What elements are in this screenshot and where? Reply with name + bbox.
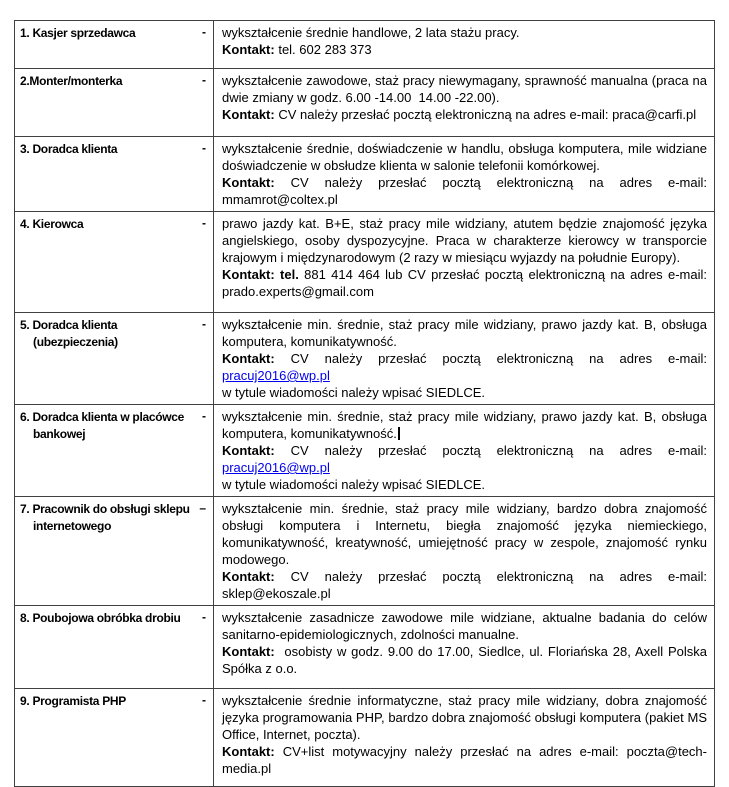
table-row — [15, 606, 715, 689]
contact-label: Kontakt: — [222, 744, 275, 759]
contact-note: w tytule wiadomości należy wpisać SIEDLCE. — [222, 385, 485, 400]
job-title-line — [20, 72, 208, 90]
contact-text: tel. 602 283 373 — [274, 42, 372, 57]
contact-text: CV należy przesłać pocztą elektroniczną na adres e-mail: praca@carfi.pl — [274, 107, 697, 122]
dash-separator: - — [202, 693, 206, 707]
job-title-cell — [15, 497, 214, 606]
dash-separator: – — [199, 501, 206, 515]
job-description-cell — [214, 69, 715, 137]
table-row — [15, 212, 715, 313]
job-description-cell — [214, 606, 715, 689]
job-title-line2: bankowej — [33, 427, 86, 441]
requirements-text — [222, 408, 707, 442]
job-title-line — [20, 692, 208, 710]
job-description-cell — [214, 313, 715, 405]
contact-line — [222, 266, 707, 300]
job-title-cell — [15, 69, 214, 137]
table-row — [15, 689, 715, 787]
job-title-line2: internetowego — [33, 519, 112, 533]
contact-line — [222, 106, 707, 123]
job-title-line2: (ubezpieczenia) — [33, 335, 118, 349]
requirements-value: wykształcenie min. średnie, staż pracy mile widziany, bardzo dobra znajomość obsługi komputera i Internetu, biegła znajomość języka niemieckiego, komunikatywność, kreatywność, umiejętność pracy w zespole, znajomość rynku modowego. — [222, 501, 707, 567]
table-row — [15, 137, 715, 212]
requirements-text — [222, 24, 707, 41]
job-title-line — [20, 24, 208, 42]
dash-separator: - — [202, 141, 206, 155]
dash-separator: - — [202, 409, 206, 423]
job-title-line — [20, 408, 208, 426]
contact-text: CV należy przesłać pocztą elektroniczną na adres e-mail: sklep@ekoszale.pl — [222, 569, 707, 601]
job-title: 7. Pracownik do obsługi sklepu — [20, 502, 190, 516]
dash-separator: - — [202, 216, 206, 230]
table-row — [15, 405, 715, 497]
job-description-cell — [214, 689, 715, 787]
requirements-value: wykształcenie średnie, doświadczenie w handlu, obsługa komputera, mile widziane doświadczenie w obsłudze klienta w salonie telefonii komórkowej. — [222, 141, 707, 173]
dash-separator: - — [202, 25, 206, 39]
job-title-cell — [15, 21, 214, 69]
contact-line — [222, 442, 707, 476]
requirements-text — [222, 692, 707, 743]
contact-text: CV należy przesłać pocztą elektroniczną na adres e-mail: — [274, 351, 707, 366]
contact-label: Kontakt: — [222, 351, 275, 366]
job-title: 4. Kierowca — [20, 217, 84, 231]
contact-label: Kontakt: — [222, 443, 275, 458]
requirements-text — [222, 72, 707, 106]
requirements-text — [222, 215, 707, 266]
job-title: 5. Doradca klienta — [20, 318, 118, 332]
requirements-text — [222, 316, 707, 350]
contact-text: CV+list motywacyjny należy przesłać na adres e-mail: poczta@tech-media.pl — [222, 744, 707, 776]
contact-line — [222, 743, 707, 777]
dash-separator: - — [202, 610, 206, 624]
job-description-cell — [214, 405, 715, 497]
requirements-value: wykształcenie min. średnie, staż pracy mile widziany, prawo jazdy kat. B, obsługa komputera, komunikatywność. — [222, 409, 707, 441]
job-title-cell — [15, 313, 214, 405]
table-row — [15, 313, 715, 405]
job-title-cell — [15, 606, 214, 689]
job-title-cell — [15, 689, 214, 787]
contact-label: Kontakt: — [222, 42, 275, 57]
job-title: 3. Doradca klienta — [20, 142, 118, 156]
table-row — [15, 69, 715, 137]
dash-separator: - — [202, 317, 206, 331]
job-offers-table-body — [15, 21, 715, 787]
job-description-cell — [214, 212, 715, 313]
requirements-value: wykształcenie min. średnie, staż pracy mile widziany, prawo jazdy kat. B, obsługa komputera, komunikatywność. — [222, 317, 707, 349]
contact-line — [222, 643, 707, 677]
job-title: 2.Monter/monterka — [20, 74, 123, 88]
requirements-value: wykształcenie zawodowe, staż pracy niewymagany, sprawność manualna (praca na dwie zmiany w godz. 6.00 -14.00 14.00 -22.00). — [222, 73, 707, 105]
job-description-cell — [214, 21, 715, 69]
contact-note: w tytule wiadomości należy wpisać SIEDLCE. — [222, 477, 485, 492]
contact-label: Kontakt: — [222, 175, 275, 190]
contact-text: osobisty w godz. 9.00 do 17.00, Siedlce, ul. Floriańska 28, Axell Polska Spółka z o.o. — [222, 644, 707, 676]
contact-text: CV należy przesłać pocztą elektroniczną na adres e-mail: mmamrot@coltex.pl — [222, 175, 707, 207]
contact-line — [222, 350, 707, 384]
contact-text: 881 414 464 lub CV przesłać pocztą elektroniczną na adres e-mail: prado.experts@gmail.com — [222, 267, 707, 299]
requirements-value: prawo jazdy kat. B+E, staż pracy mile widziany, atutem będzie znajomość języka angielskiego, osoby dyspozycyjne. Praca w charakterze kierowcy w transporcie krajowym i międzynarodowym (2 razy w miesiącu wyjazdy na południe Europy). — [222, 216, 707, 265]
table-row — [15, 21, 715, 69]
requirements-value: wykształcenie średnie handlowe, 2 lata stażu pracy. — [222, 25, 520, 40]
job-title-line — [20, 140, 208, 158]
contact-text: CV należy przesłać pocztą elektroniczną na adres e-mail: — [274, 443, 707, 458]
contact-label: Kontakt: — [222, 569, 275, 584]
job-title-line — [20, 316, 208, 334]
contact-line — [222, 41, 707, 58]
job-title: 1. Kasjer sprzedawca — [20, 26, 136, 40]
job-title-cell — [15, 137, 214, 212]
job-title: 9. Programista PHP — [20, 694, 126, 708]
job-offers-table — [14, 20, 715, 787]
requirements-text — [222, 500, 707, 568]
requirements-value: wykształcenie zasadnicze zawodowe mile widziane, aktualne badania do celów sanitarno-epidemiologicznych, zdolności manualne. — [222, 610, 707, 642]
job-description-cell — [214, 497, 715, 606]
contact-label: Kontakt: — [222, 107, 275, 122]
job-description-cell — [214, 137, 715, 212]
job-title-cell — [15, 405, 214, 497]
requirements-text — [222, 609, 707, 643]
contact-line — [222, 174, 707, 208]
email-link[interactable]: pracuj2016@wp.pl — [222, 460, 330, 475]
job-title-cell — [15, 212, 214, 313]
job-title-line — [20, 500, 208, 518]
job-title: 6. Doradca klienta w placówce — [20, 410, 185, 424]
email-link[interactable]: pracuj2016@wp.pl — [222, 368, 330, 383]
job-title-line — [20, 609, 208, 627]
requirements-value: wykształcenie średnie informatyczne, staż pracy mile widziany, dobra znajomość języka programowania PHP, bardzo dobra znajomość obsługi komputera (pakiet MS Office, Internet, poczta). — [222, 693, 707, 742]
requirements-text — [222, 140, 707, 174]
contact-line — [222, 568, 707, 602]
dash-separator: - — [202, 73, 206, 87]
job-title: 8. Poubojowa obróbka drobiu — [20, 611, 181, 625]
table-row — [15, 497, 715, 606]
contact-label: Kontakt: tel. — [222, 267, 299, 282]
text-cursor — [398, 427, 400, 440]
contact-label: Kontakt: — [222, 644, 275, 659]
job-title-line — [20, 215, 208, 233]
